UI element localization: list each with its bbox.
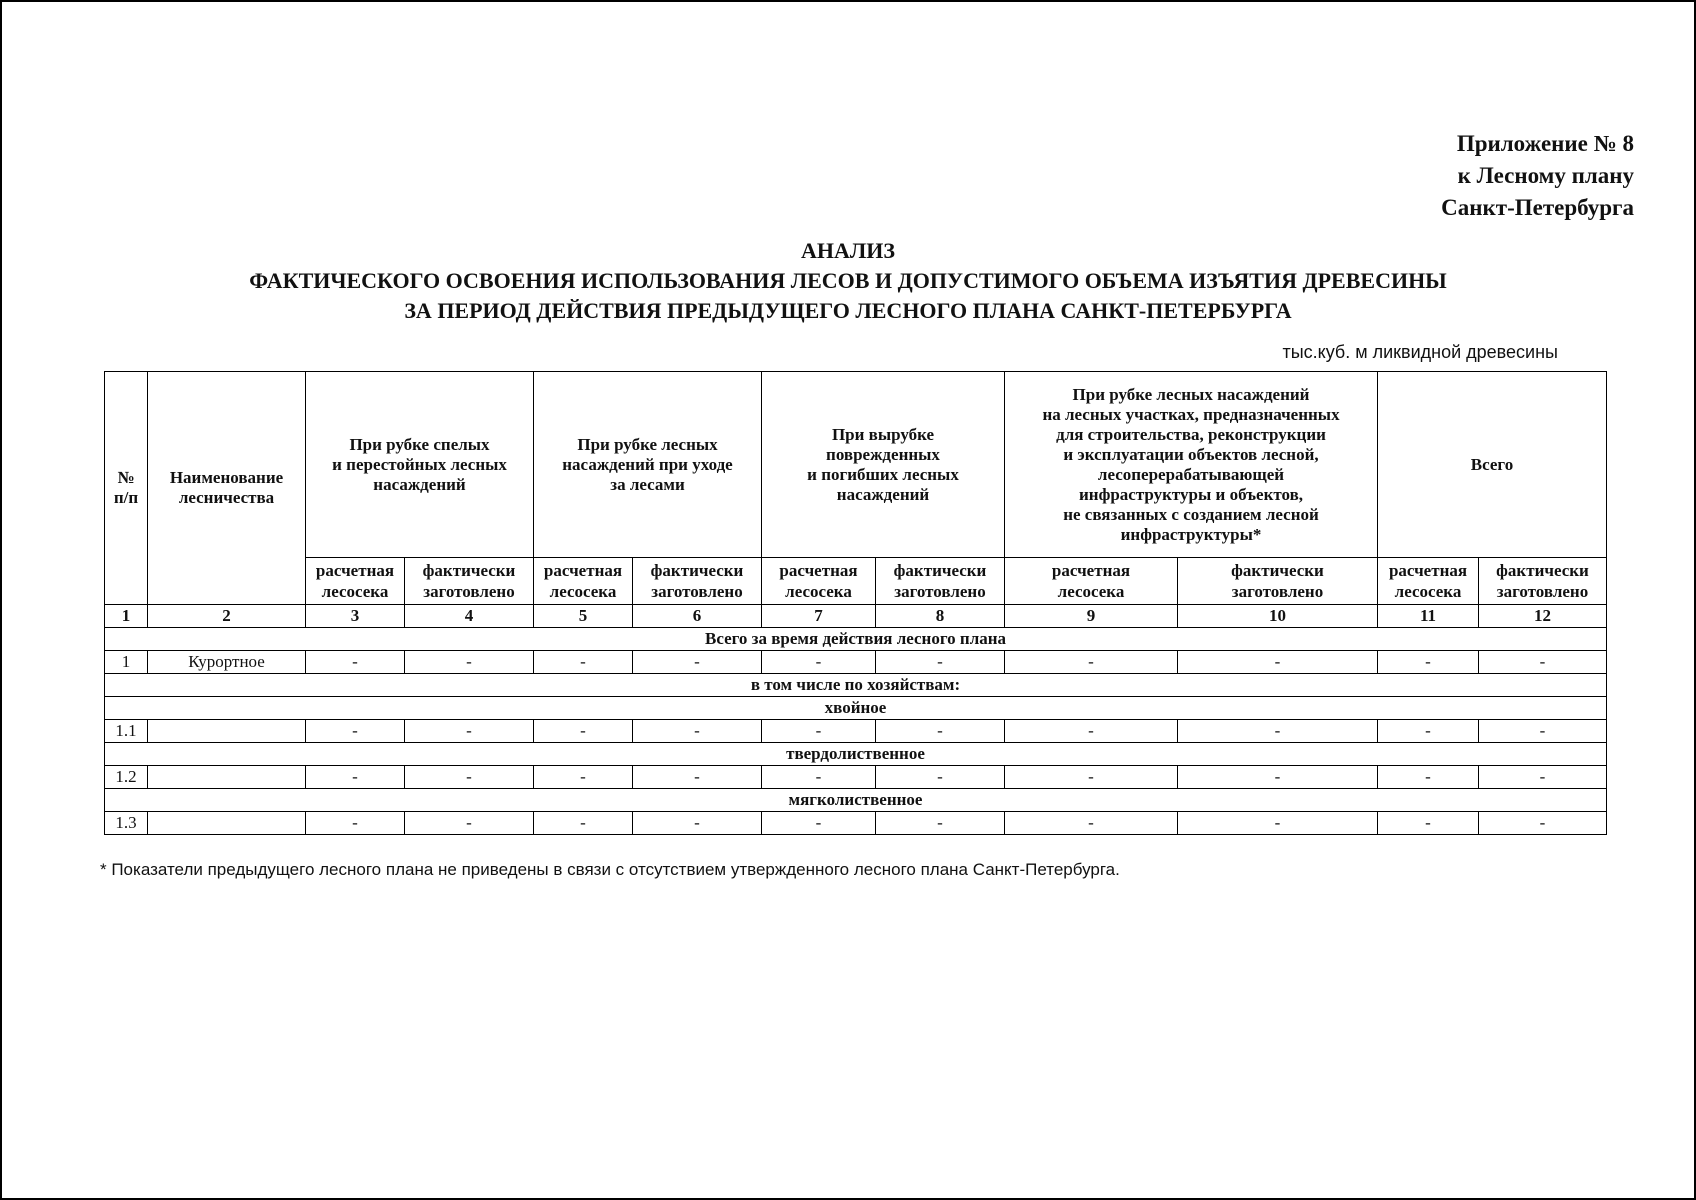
- table-cell: -: [1178, 720, 1378, 743]
- table-cell: -: [876, 766, 1005, 789]
- subheader-fact: [405, 558, 534, 605]
- table-cell: -: [762, 766, 876, 789]
- table-cell: -: [534, 766, 633, 789]
- table-row: [105, 766, 1607, 789]
- table-cell: -: [405, 812, 534, 835]
- table-cell: -: [1479, 766, 1607, 789]
- subheader-line: расчетная: [543, 561, 623, 580]
- header-group-line: лесоперерабатывающей: [1097, 464, 1285, 484]
- section-title: мягколиственное: [105, 789, 1607, 812]
- table-row: [105, 812, 1607, 835]
- table-cell: -: [306, 720, 405, 743]
- subheader-calc: [1005, 558, 1178, 605]
- header-row-groups: [105, 372, 1607, 558]
- header-no: [105, 372, 148, 605]
- table-cell: -: [633, 651, 762, 674]
- subheader-line: лесосека: [1057, 582, 1125, 601]
- header-group-line: насаждений: [373, 474, 466, 494]
- table-cell: -: [405, 720, 534, 743]
- table-cell: -: [1378, 812, 1479, 835]
- column-number: 12: [1479, 605, 1607, 628]
- column-number: 7: [762, 605, 876, 628]
- header-group-construction-felling: [1005, 372, 1378, 558]
- header-group-care-felling: [534, 372, 762, 558]
- column-number: 4: [405, 605, 534, 628]
- subheader-fact: [1479, 558, 1607, 605]
- header-group-damaged-felling: [762, 372, 1005, 558]
- header-group-line: При рубке спелых: [349, 434, 490, 454]
- header-forestry-name: [148, 372, 306, 605]
- row-forestry-name: [148, 720, 306, 743]
- table-cell: -: [762, 651, 876, 674]
- table-cell: -: [633, 812, 762, 835]
- header-group-line: При рубке лесных насаждений: [1072, 384, 1310, 404]
- title-line-2: ФАКТИЧЕСКОГО ОСВОЕНИЯ ИСПОЛЬЗОВАНИЯ ЛЕСОВ И ДОПУСТИМОГО ОБЪЕМА ИЗЪЯТИЯ ДРЕВЕСИНЫ: [249, 268, 1447, 293]
- table-cell: -: [534, 812, 633, 835]
- subheader-calc: [534, 558, 633, 605]
- header-group-line: для строительства, реконструкции: [1056, 424, 1326, 444]
- subheader-calc: [762, 558, 876, 605]
- subheader-line: фактически: [1231, 561, 1324, 580]
- subheader-fact: [876, 558, 1005, 605]
- subheader-line: заготовлено: [894, 582, 986, 601]
- section-title: Всего за время действия лесного плана: [105, 628, 1607, 651]
- subheader-line: заготовлено: [651, 582, 743, 601]
- column-number: 11: [1378, 605, 1479, 628]
- footnote: * Показатели предыдущего лесного плана не приведены в связи с отсутствием утвержденного лесного плана Санкт-Петербурга.: [100, 860, 1120, 879]
- subheader-line: расчетная: [1051, 561, 1131, 580]
- row-forestry-name: Курортное: [148, 651, 306, 674]
- header-group-line: инфраструктуры*: [1120, 524, 1262, 544]
- column-number: 8: [876, 605, 1005, 628]
- row-no: 1.1: [105, 720, 148, 743]
- column-number: 3: [306, 605, 405, 628]
- header-group-mature-felling: [306, 372, 534, 558]
- subheader-line: лесосека: [549, 582, 617, 601]
- subheader-fact: [1178, 558, 1378, 605]
- subheader-line: фактически: [422, 561, 516, 580]
- column-number: 5: [534, 605, 633, 628]
- header-group-line: насаждений при уходе: [562, 454, 733, 474]
- row-forestry-name: [148, 812, 306, 835]
- table-cell: -: [1378, 651, 1479, 674]
- table-cell: -: [1479, 720, 1607, 743]
- header-group-total: Всего: [1378, 372, 1607, 558]
- table-cell: -: [1005, 812, 1178, 835]
- subheader-calc: [306, 558, 405, 605]
- table-cell: -: [1178, 651, 1378, 674]
- table-cell: -: [1378, 766, 1479, 789]
- subheader-line: фактически: [1496, 561, 1589, 580]
- subheader-line: расчетная: [779, 561, 858, 580]
- header-name-line: Наименование: [169, 468, 284, 487]
- header-no-line: п/п: [113, 488, 139, 507]
- header-group-line: не связанных с созданием лесной: [1063, 504, 1319, 524]
- appendix-line-2: к Лесному плану: [1457, 163, 1634, 188]
- subheader-line: заготовлено: [1496, 582, 1589, 601]
- section-title: твердолиственное: [105, 743, 1607, 766]
- title-line-1: АНАЛИЗ: [800, 238, 895, 263]
- subheader-calc: [1378, 558, 1479, 605]
- column-number: 6: [633, 605, 762, 628]
- header-group-line: При вырубке: [831, 424, 935, 444]
- header-group-line: и перестойных лесных: [332, 454, 507, 474]
- column-numbers-row: [105, 605, 1607, 628]
- table-cell: -: [876, 812, 1005, 835]
- table-cell: -: [762, 812, 876, 835]
- title-line-3: ЗА ПЕРИОД ДЕЙСТВИЯ ПРЕДЫДУЩЕГО ЛЕСНОГО ПЛАНА САНКТ-ПЕТЕРБУРГА: [404, 298, 1292, 323]
- header-name-line: лесничества: [178, 488, 275, 507]
- row-no: 1.2: [105, 766, 148, 789]
- column-number: 9: [1005, 605, 1178, 628]
- header-group-line: При рубке лесных: [577, 434, 718, 454]
- table-cell: -: [1378, 720, 1479, 743]
- appendix-line-1: Приложение № 8: [1456, 131, 1634, 156]
- subheader-line: лесосека: [321, 582, 389, 601]
- header-group-line: и эксплуатации объектов лесной,: [1063, 444, 1319, 464]
- column-number: 10: [1178, 605, 1378, 628]
- header-group-line: за лесами: [610, 474, 685, 494]
- table-row: [105, 720, 1607, 743]
- header-group-line: насаждений: [836, 484, 930, 504]
- section-row-hardwood: [105, 743, 1607, 766]
- subheader-line: лесосека: [785, 582, 852, 601]
- units-note: тыс.куб. м ликвидной древесины: [1282, 342, 1558, 362]
- section-row-conifer: [105, 697, 1607, 720]
- table-cell: -: [405, 651, 534, 674]
- table-cell: -: [633, 720, 762, 743]
- section-row-by-farm: [105, 674, 1607, 697]
- header-group-line: на лесных участках, предназначенных: [1042, 404, 1340, 424]
- subheader-line: фактически: [650, 561, 744, 580]
- table-cell: -: [876, 720, 1005, 743]
- column-number: 2: [148, 605, 306, 628]
- row-no: 1.3: [105, 812, 148, 835]
- table-cell: -: [876, 651, 1005, 674]
- table-cell: -: [762, 720, 876, 743]
- appendix-line-3: Санкт-Петербурга: [1441, 195, 1634, 220]
- table-row: [105, 651, 1607, 674]
- table-cell: -: [633, 766, 762, 789]
- table-cell: -: [1178, 812, 1378, 835]
- header-no-line: №: [117, 468, 135, 487]
- section-title: в том числе по хозяйствам:: [105, 674, 1607, 697]
- table-cell: -: [1479, 651, 1607, 674]
- table-cell: -: [534, 651, 633, 674]
- table-cell: -: [1005, 720, 1178, 743]
- header-row-subcolumns: [105, 558, 1607, 605]
- header-group-line: и погибших лесных: [807, 464, 959, 484]
- table-cell: -: [1005, 766, 1178, 789]
- section-title: хвойное: [105, 697, 1607, 720]
- appendix-caption: [1441, 128, 1634, 224]
- subheader-fact: [633, 558, 762, 605]
- table-cell: -: [534, 720, 633, 743]
- row-forestry-name: [148, 766, 306, 789]
- row-no: 1: [105, 651, 148, 674]
- analysis-table: [104, 371, 1607, 835]
- header-group-line: поврежденных: [826, 444, 940, 464]
- table-cell: -: [1005, 651, 1178, 674]
- document-title: [2, 236, 1694, 326]
- table-cell: -: [405, 766, 534, 789]
- header-group-line: инфраструктуры и объектов,: [1078, 484, 1304, 504]
- table-cell: -: [306, 766, 405, 789]
- subheader-line: заготовлено: [423, 582, 515, 601]
- section-row-total: [105, 628, 1607, 651]
- subheader-line: фактически: [893, 561, 987, 580]
- table-cell: -: [306, 651, 405, 674]
- subheader-line: лесосека: [1394, 582, 1462, 601]
- table-cell: -: [1479, 812, 1607, 835]
- table-cell: -: [306, 812, 405, 835]
- subheader-line: заготовлено: [1231, 582, 1324, 601]
- subheader-line: расчетная: [315, 561, 395, 580]
- subheader-line: расчетная: [1388, 561, 1468, 580]
- section-row-softwood: [105, 789, 1607, 812]
- column-number: 1: [105, 605, 148, 628]
- table-cell: -: [1178, 766, 1378, 789]
